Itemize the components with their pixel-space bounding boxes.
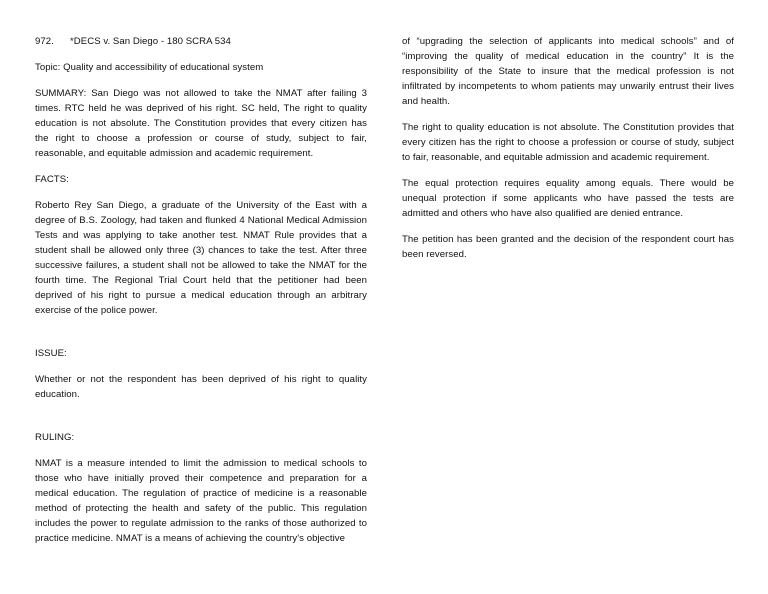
case-number: 972. (35, 36, 54, 47)
topic-line: Topic: Quality and accessibility of educational system (35, 62, 264, 73)
right-column (402, 34, 734, 273)
issue-paragraph: Whether or not the respondent has been deprived of his right to quality education. (35, 374, 367, 400)
disposition-paragraph: The petition has been granted and the decision of the respondent court has been reversed. (402, 234, 734, 260)
quality-education-paragraph: The right to quality education is not absolute. The Constitution provides that every citizen has the right to choose a profession or course of study, subject to fair, reasonable, and equitable admission and academic requirement. (402, 122, 734, 163)
left-column (35, 34, 367, 557)
ruling-continued-paragraph: of “upgrading the selection of applicants into medical schools” and of “improving the quality of medical education in the country” It is the responsibility of the State to insure that the medical profession is not infiltrated by incompetents to whom patients may unwarily entrust their lives and health. (402, 36, 734, 107)
issue-heading: ISSUE: (35, 348, 67, 359)
facts-heading: FACTS: (35, 174, 69, 185)
facts-paragraph: Roberto Rey San Diego, a graduate of the University of the East with a degree of B.S. Zoology, had taken and flunked 4 National Medical Admission Tests and was applying to take another test. NMAT Rule provides that a student shall be allowed only three (3) chances to take the test. After three successive failures, a student shall not be allowed to take the NMAT for the fourth time. The Regional Trial Court held that the petitioner had been deprived of his right to pursue a medical education through an arbitrary exercise of the police power. (35, 200, 367, 316)
equal-protection-paragraph: The equal protection requires equality among equals. There would be unequal protection if some applicants who have passed the tests are admitted and others who have also qualified are denied entrance. (402, 178, 734, 219)
ruling-paragraph: NMAT is a measure intended to limit the admission to medical schools to those who have initially proved their competence and preparation for a medical education. The regulation of practice of medicine is a reasonable method of protecting the health and safety of the public. This regulation includes the power to regulate admission to the ranks of those authorized to practice medicine. NMAT is a means of achieving the country's objective (35, 458, 367, 544)
summary-paragraph: SUMMARY: San Diego was not allowed to take the NMAT after failing 3 times. RTC held he was deprived of his right. SC held, The right to quality education is not absolute. The Constitution provides that every citizen has the right to choose a profession or course of study, subject to fair, reasonable, and equitable admission and academic requirement. (35, 88, 367, 159)
ruling-heading: RULING: (35, 432, 75, 443)
case-header (35, 34, 367, 49)
case-title: *DECS v. San Diego - 180 SCRA 534 (70, 36, 231, 47)
